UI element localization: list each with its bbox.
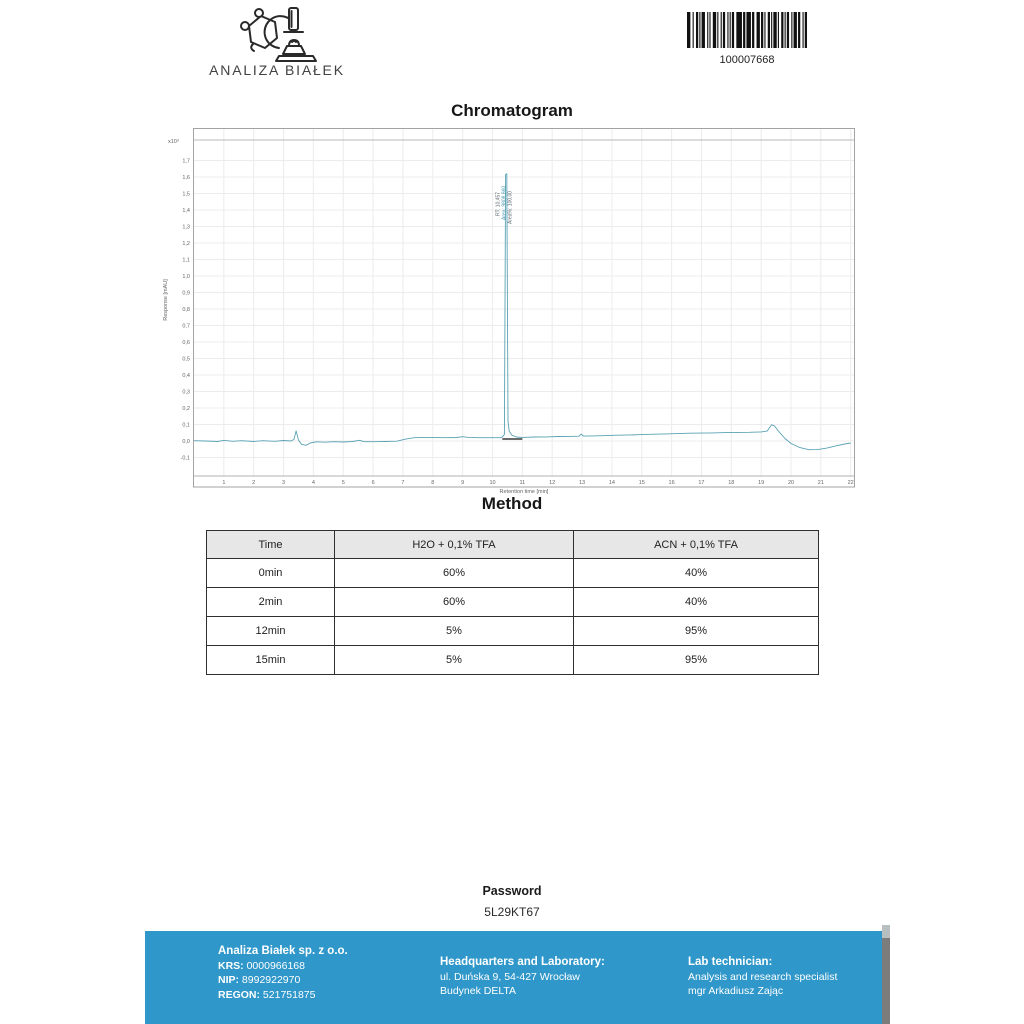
table-row (207, 588, 819, 617)
password-value: 5L29KT67 (484, 905, 540, 919)
barcode-bar (687, 12, 690, 48)
y-tick-label: 0,4 (182, 373, 190, 379)
method-header-2: ACN + 0,1% TFA (574, 531, 819, 559)
x-axis-title: Retention time [min] (499, 489, 549, 495)
table-cell: 15min (207, 646, 335, 675)
x-tick-label: 3 (282, 480, 286, 486)
company-krs: KRS: 0000966168 (218, 959, 305, 972)
peak-annotation-line-0: RT: 10,457 (495, 191, 502, 216)
barcode-bar (781, 12, 783, 48)
barcode-bar (721, 12, 722, 48)
x-tick-label: 2 (252, 480, 256, 486)
table-cell: 95% (574, 646, 819, 675)
table-cell: 60% (335, 588, 574, 617)
table-cell: 95% (574, 617, 819, 646)
method-section-title: Method (481, 494, 543, 513)
barcode-bar (791, 12, 792, 48)
barcode-bar (727, 12, 728, 48)
table-cell: 0min (207, 559, 335, 588)
table-cell: 12min (207, 617, 335, 646)
barcode-bar (771, 12, 772, 48)
brand-name: ANALIZA BIAŁEK (209, 62, 345, 78)
footer (145, 931, 882, 1024)
y-tick-label: 1,1 (182, 257, 190, 264)
barcode-bar (693, 12, 694, 48)
barcode-bar (794, 12, 797, 48)
barcode-bar (707, 12, 708, 48)
x-tick-label: 17 (698, 480, 705, 486)
barcode-bar (702, 12, 705, 48)
microscope-base (283, 46, 305, 54)
table-cell: 5% (335, 617, 574, 646)
x-tick-label: 20 (787, 480, 795, 486)
barcode-bar (803, 12, 804, 48)
barcode-bar (696, 12, 698, 48)
headquarters-address-line2: Budynek DELTA (440, 985, 517, 997)
x-tick-label: 13 (578, 480, 586, 486)
y-tick-label: 1,6 (182, 175, 190, 181)
company-name: Analiza Białek sp. z o.o. (218, 945, 348, 957)
x-tick-label: 22 (847, 480, 854, 486)
x-tick-label: 5 (341, 480, 345, 486)
y-tick-label: 0,6 (182, 340, 190, 346)
y-scale-label: x10³ (168, 139, 179, 145)
y-tick-label: -0,1 (180, 455, 190, 462)
barcode-icon (687, 12, 807, 48)
barcode-bar (764, 12, 765, 48)
method-header-0: Time (207, 531, 335, 559)
x-tick-label: 15 (638, 480, 645, 486)
headquarters-address-line1: ul. Duńska 9, 54-427 Wrocław (440, 970, 580, 983)
company-nip: NIP: 8992922970 (218, 974, 301, 986)
password-label: Password (482, 884, 542, 898)
y-tick-label: 1,3 (182, 224, 190, 231)
x-tick-label: 7 (401, 480, 405, 486)
barcode-bar (713, 12, 716, 48)
table-row (207, 617, 819, 646)
y-tick-label: 1,2 (182, 241, 190, 247)
barcode-number: 100007668 (719, 54, 775, 66)
table-cell: 40% (574, 559, 819, 588)
y-tick-label: 1,0 (182, 274, 190, 280)
company-regon: REGON: 521751875 (218, 988, 316, 1001)
barcode-bar (785, 12, 786, 48)
y-tick-label: 1,4 (182, 208, 190, 214)
scrollbar-thumb-fragment[interactable] (882, 938, 890, 1024)
barcode-bar (787, 12, 789, 48)
barcode-bar (699, 12, 700, 48)
barcode-bar (778, 12, 779, 48)
headquarters-title: Headquarters and Laboratory: (440, 956, 605, 968)
y-tick-label: 1,5 (182, 191, 190, 198)
barcode-bar (709, 12, 710, 48)
table-row (207, 646, 819, 675)
method-gradient-table (206, 530, 819, 675)
peak-annotation-line-2: Area%: 100,00 (507, 190, 514, 224)
table-cell: 40% (574, 588, 819, 617)
y-tick-label: 0,3 (182, 389, 190, 396)
barcode-bar (773, 12, 776, 48)
barcode-bar (732, 12, 734, 48)
analiza-bialek-logo-icon (231, 4, 323, 64)
footer-company-block (218, 944, 348, 1002)
y-tick-label: 0,7 (182, 323, 190, 330)
x-tick-label: 18 (728, 480, 735, 486)
chromatogram-section-title: Chromatogram (451, 101, 573, 120)
footer-headquarters-block (440, 955, 605, 999)
x-tick-label: 1 (222, 480, 226, 486)
table-cell: 60% (335, 559, 574, 588)
table-row (207, 559, 819, 588)
barcode-bar (746, 12, 750, 48)
technician-title: Lab technician: (688, 956, 773, 968)
x-tick-label: 6 (371, 480, 375, 486)
barcode-bar (717, 12, 718, 48)
barcode-bar (730, 12, 731, 48)
x-tick-label: 21 (817, 480, 824, 486)
y-tick-label: 0,8 (182, 307, 190, 313)
x-tick-label: 4 (311, 480, 315, 486)
technician-line1: Analysis and research specialist (688, 970, 838, 983)
table-header-row (207, 531, 819, 559)
method-header-1: H2O + 0,1% TFA (335, 531, 574, 559)
x-tick-label: 8 (431, 480, 435, 486)
chromatogram-chart (160, 128, 860, 500)
barcode-bar (805, 12, 807, 48)
x-tick-label: 11 (519, 480, 526, 486)
barcode-bar (723, 12, 725, 48)
scrollbar-track-fragment[interactable] (882, 925, 890, 938)
y-tick-label: 0,2 (182, 406, 190, 412)
peak-annotation-line-1: Area: 9808,860 (501, 185, 508, 220)
x-tick-label: 19 (758, 480, 765, 486)
footer-technician-block (688, 955, 837, 999)
barcode-bar (757, 12, 760, 48)
x-tick-label: 14 (608, 480, 615, 486)
technician-line2: mgr Arkadiusz Zając (688, 985, 784, 997)
y-tick-label: 0,5 (182, 356, 190, 363)
barcode-bar (761, 12, 763, 48)
barcode-bar (752, 12, 754, 48)
x-tick-label: 12 (549, 480, 556, 486)
y-tick-label: 0,0 (182, 439, 190, 445)
x-tick-label: 16 (668, 480, 675, 486)
table-cell: 5% (335, 646, 574, 675)
barcode-bar (736, 12, 742, 48)
barcode-bar (768, 12, 770, 48)
microscope-eyepiece (289, 8, 298, 30)
barcode-bar (798, 12, 800, 48)
y-axis-title: Response [mAU] (163, 279, 169, 321)
barcode-bar (743, 12, 745, 48)
table-cell: 2min (207, 588, 335, 617)
y-tick-label: 1,7 (182, 158, 190, 165)
y-tick-label: 0,1 (182, 422, 190, 429)
chart-outer-border (194, 129, 855, 488)
x-tick-label: 10 (489, 480, 496, 486)
y-tick-label: 0,9 (182, 290, 190, 297)
x-tick-label: 9 (461, 480, 465, 486)
